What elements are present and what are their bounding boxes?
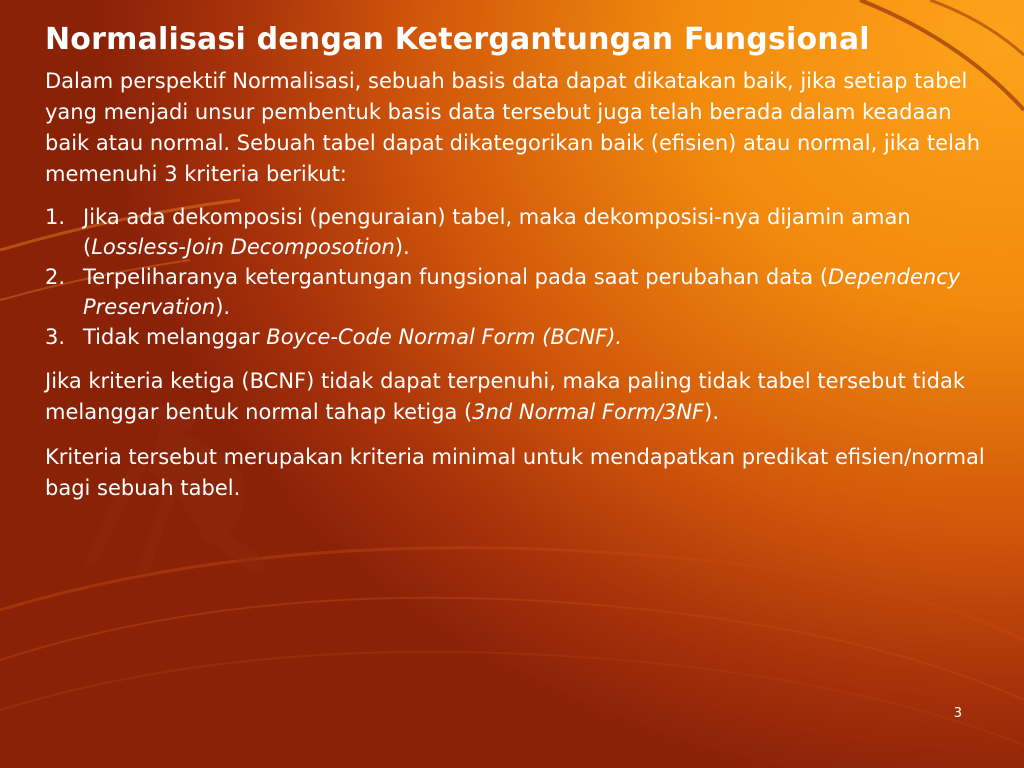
track-curve <box>0 652 1024 745</box>
bcnf-note-italic: 3nd Normal Form/3NF <box>472 400 705 424</box>
list-item-suffix: ). <box>394 235 410 259</box>
bcnf-note-suffix: ). <box>704 400 720 424</box>
list-item-number: 3. <box>45 325 66 349</box>
list-item-number: 2. <box>45 265 66 289</box>
list-item-text: Terpeliharanya ketergantungan fungsional pada saat perubahan data ( <box>83 265 829 289</box>
bcnf-note-text: Jika kriteria ketiga (BCNF) tidak dapat terpenuhi, maka paling tidak tabel tersebut tidak melanggar bentuk normal tahap ketiga ( <box>45 369 965 424</box>
list-item-italic: Boyce-Code Normal Form (BCNF). <box>266 325 623 349</box>
list-item-italic: Dependency Preservation <box>83 265 961 319</box>
closing-paragraph: Kriteria tersebut merupakan kriteria minimal untuk mendapatkan predikat efisien/normal bagi sebuah tabel. <box>45 445 985 500</box>
intro-paragraph: Dalam perspektif Normalisasi, sebuah basis data dapat dikatakan baik, jika setiap tabel yang menjadi unsur pembentuk basis data tersebut juga telah berada dalam keadaan baik atau normal. Sebuah tabel dapat dikategorikan baik (efisien) atau normal, jika telah memenuhi 3 kriteria berikut: <box>45 69 981 186</box>
criteria-list <box>45 202 1000 352</box>
slide-number: 3 <box>953 706 962 721</box>
list-item-number: 1. <box>45 205 66 229</box>
list-item-text: Tidak melanggar <box>83 325 267 349</box>
list-item <box>45 202 1000 262</box>
list-item-text: Jika ada dekomposisi (penguraian) tabel, maka dekomposisi-nya dijamin aman ( <box>83 205 911 259</box>
list-item <box>45 262 1000 322</box>
slide-title: Normalisasi dengan Ketergantungan Fungsional <box>45 22 870 57</box>
list-item-italic: Lossless-Join Decomposotion <box>91 235 395 259</box>
list-item-suffix: ). <box>215 295 231 319</box>
list-item <box>45 322 1000 352</box>
bcnf-note-paragraph <box>45 366 1000 428</box>
slide-content <box>45 22 1000 504</box>
track-curve <box>0 598 1024 700</box>
track-curve <box>0 548 1024 640</box>
